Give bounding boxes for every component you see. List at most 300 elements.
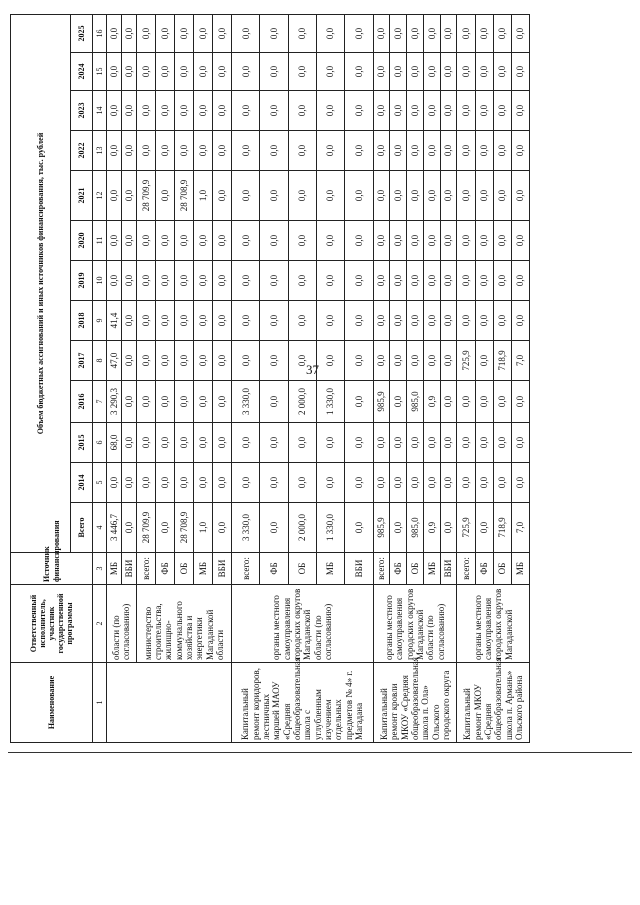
value-cell: 0,0	[316, 423, 344, 463]
value-cell: 0,0	[136, 423, 155, 463]
value-cell: 0,0	[316, 131, 344, 171]
value-cell: 0,0	[155, 14, 174, 52]
value-cell: 0,0	[121, 381, 136, 423]
value-cell: 1 330,0	[316, 503, 344, 553]
value-cell: 1 330,0	[316, 381, 344, 423]
value-cell: 0,0	[193, 91, 212, 131]
value-cell: 0,0	[155, 463, 174, 503]
value-cell: 0,0	[288, 53, 316, 91]
index-cell: 14	[93, 91, 107, 131]
index-cell: 16	[93, 14, 107, 52]
value-cell: 0,0	[390, 221, 407, 261]
index-cell: 11	[93, 221, 107, 261]
value-cell: 0,0	[390, 261, 407, 301]
header-year-2017: 2017	[71, 341, 93, 381]
measure-name: Капитальный ремонт кровли МКОУ «Средняя общеобразовательная школа п. Ола» Ольского городского округа	[373, 663, 457, 743]
value-cell: 0,0	[232, 463, 260, 503]
value-cell: 2 000,0	[288, 381, 316, 423]
value-cell: 985,9	[373, 381, 390, 423]
source-cell: ОБ	[407, 553, 424, 585]
value-cell: 0,0	[457, 221, 475, 261]
value-cell: 0,0	[213, 171, 232, 221]
value-cell: 0,0	[475, 91, 493, 131]
value-cell: 0,0	[423, 131, 440, 171]
value-cell: 0,0	[373, 53, 390, 91]
value-cell: 0,0	[457, 53, 475, 91]
index-cell: 9	[93, 301, 107, 341]
value-cell: 3 330,0	[232, 381, 260, 423]
value-cell: 0,0	[232, 131, 260, 171]
executor-cell: министерство строительства, жилищно-коммунального хозяйства и энергетики Магаданской области	[136, 585, 231, 663]
value-cell: 0,0	[440, 53, 457, 91]
value-cell: 0,0	[232, 171, 260, 221]
value-cell: 0,0	[121, 503, 136, 553]
value-cell: 0,0	[457, 381, 475, 423]
value-cell: 0,0	[423, 341, 440, 381]
index-cell: 5	[93, 463, 107, 503]
value-cell: 0,0	[440, 463, 457, 503]
value-cell: 0,0	[136, 131, 155, 171]
value-cell: 0,0	[260, 381, 288, 423]
value-cell: 0,0	[440, 301, 457, 341]
value-cell: 0,0	[345, 381, 373, 423]
index-cell: 4	[93, 503, 107, 553]
index-row	[93, 14, 107, 742]
value-cell: 0,0	[407, 261, 424, 301]
value-cell: 0,0	[373, 221, 390, 261]
value-cell: 0,0	[193, 341, 212, 381]
value-cell: 0,0	[457, 463, 475, 503]
measure-name: Капитальный ремонт МКОУ «Средняя общеобразовательная школа п. Армань» Ольского района	[457, 663, 530, 743]
value-cell: 0,0	[136, 381, 155, 423]
value-cell: 0,0	[232, 261, 260, 301]
value-cell: 0,0	[440, 341, 457, 381]
source-cell: ВБИ	[121, 553, 136, 585]
value-cell: 0,0	[373, 91, 390, 131]
value-cell: 0,0	[121, 131, 136, 171]
value-cell: 0,0	[493, 91, 511, 131]
value-cell: 0,0	[260, 341, 288, 381]
value-cell: 28 709,9	[136, 171, 155, 221]
value-cell: 0,0	[390, 14, 407, 52]
value-cell: 0,0	[457, 171, 475, 221]
value-cell: 0,0	[407, 131, 424, 171]
header-row-top	[11, 14, 71, 742]
value-cell: 0,0	[174, 261, 193, 301]
value-cell: 0,0	[373, 301, 390, 341]
value-cell: 0,0	[423, 301, 440, 341]
source-cell: всего:	[136, 553, 155, 585]
value-cell: 0,0	[493, 261, 511, 301]
value-cell: 68,0	[107, 423, 122, 463]
value-cell: 0,0	[213, 91, 232, 131]
value-cell: 0,9	[423, 503, 440, 553]
value-cell: 0,0	[390, 381, 407, 423]
value-cell: 0,0	[121, 14, 136, 52]
header-total: Всего	[71, 503, 93, 553]
value-cell: 0,0	[493, 423, 511, 463]
value-cell: 0,0	[316, 341, 344, 381]
value-cell: 0,0	[107, 131, 122, 171]
value-cell: 0,0	[174, 301, 193, 341]
value-cell: 0,0	[511, 53, 529, 91]
value-cell: 0,0	[345, 341, 373, 381]
value-cell: 0,0	[345, 423, 373, 463]
value-cell: 0,0	[457, 423, 475, 463]
index-cell: 1	[93, 663, 107, 743]
value-cell: 0,0	[345, 463, 373, 503]
value-cell: 0,0	[407, 221, 424, 261]
value-cell: 0,0	[213, 131, 232, 171]
value-cell: 0,0	[511, 301, 529, 341]
value-cell: 0,0	[511, 261, 529, 301]
value-cell: 985,9	[373, 503, 390, 553]
index-cell: 10	[93, 261, 107, 301]
value-cell: 0,0	[288, 301, 316, 341]
value-cell: 0,0	[107, 171, 122, 221]
value-cell: 0,0	[511, 381, 529, 423]
value-cell: 0,0	[155, 503, 174, 553]
value-cell: 0,0	[457, 14, 475, 52]
value-cell: 0,0	[407, 171, 424, 221]
value-cell: 0,0	[174, 53, 193, 91]
value-cell: 0,0	[390, 53, 407, 91]
value-cell: 0,0	[288, 221, 316, 261]
value-cell: 0,0	[440, 423, 457, 463]
index-cell: 2	[93, 585, 107, 663]
source-cell: ВБИ	[440, 553, 457, 585]
value-cell: 0,0	[174, 463, 193, 503]
value-cell: 0,0	[345, 131, 373, 171]
value-cell: 0,0	[288, 341, 316, 381]
value-cell: 3 330,0	[232, 503, 260, 553]
header-year-2023: 2023	[71, 91, 93, 131]
value-cell: 0,0	[423, 53, 440, 91]
value-cell: 0,0	[493, 14, 511, 52]
index-cell: 13	[93, 131, 107, 171]
value-cell: 0,0	[475, 503, 493, 553]
value-cell: 0,0	[493, 301, 511, 341]
value-cell: 0,0	[493, 171, 511, 221]
value-cell: 28 708,9	[174, 503, 193, 553]
value-cell: 0,9	[423, 381, 440, 423]
value-cell: 0,0	[136, 341, 155, 381]
value-cell: 0,0	[121, 171, 136, 221]
value-cell: 0,0	[213, 463, 232, 503]
value-cell: 0,0	[213, 261, 232, 301]
value-cell: 0,0	[440, 381, 457, 423]
value-cell: 0,0	[136, 221, 155, 261]
header-year-2016: 2016	[71, 381, 93, 423]
value-cell: 0,0	[440, 503, 457, 553]
source-cell: МБ	[511, 553, 529, 585]
value-cell: 1,0	[193, 503, 212, 553]
value-cell: 0,0	[316, 301, 344, 341]
source-cell: ФБ	[155, 553, 174, 585]
value-cell: 0,0	[260, 423, 288, 463]
value-cell: 0,0	[440, 131, 457, 171]
value-cell: 0,0	[288, 171, 316, 221]
source-cell: ОБ	[288, 553, 316, 585]
source-cell: ФБ	[390, 553, 407, 585]
value-cell: 0,0	[457, 91, 475, 131]
value-cell: 0,0	[193, 463, 212, 503]
header-year-2025: 2025	[71, 14, 93, 52]
value-cell: 0,0	[407, 341, 424, 381]
value-cell: 0,0	[213, 14, 232, 52]
value-cell: 0,0	[440, 91, 457, 131]
value-cell: 718,9	[493, 503, 511, 553]
source-cell: ВБИ	[213, 553, 232, 585]
value-cell: 0,0	[440, 171, 457, 221]
value-cell: 0,0	[213, 503, 232, 553]
value-cell: 0,0	[373, 171, 390, 221]
value-cell: 0,0	[288, 131, 316, 171]
value-cell: 0,0	[423, 171, 440, 221]
executor-cell: области (по согласованию)	[107, 585, 137, 663]
value-cell: 0,0	[213, 221, 232, 261]
value-cell: 0,0	[193, 381, 212, 423]
value-cell: 0,0	[475, 171, 493, 221]
value-cell: 0,0	[213, 301, 232, 341]
value-cell: 0,0	[232, 14, 260, 52]
value-cell: 0,0	[232, 423, 260, 463]
header-name: Наименование	[11, 663, 93, 743]
value-cell: 0,0	[155, 261, 174, 301]
value-cell: 0,0	[232, 341, 260, 381]
value-cell: 985,0	[407, 381, 424, 423]
value-cell: 0,0	[174, 91, 193, 131]
value-cell: 0,0	[345, 91, 373, 131]
table-row	[136, 14, 155, 742]
value-cell: 0,0	[213, 53, 232, 91]
page-number: 37	[306, 362, 319, 377]
value-cell: 0,0	[136, 53, 155, 91]
value-cell: 0,0	[260, 261, 288, 301]
value-cell: 0,0	[316, 14, 344, 52]
value-cell: 1,0	[193, 171, 212, 221]
value-cell: 0,0	[440, 14, 457, 52]
value-cell: 0,0	[174, 423, 193, 463]
source-cell: ФБ	[260, 553, 288, 585]
value-cell: 985,0	[407, 503, 424, 553]
source-cell: ВБИ	[345, 553, 373, 585]
value-cell: 0,0	[390, 131, 407, 171]
value-cell: 725,9	[457, 341, 475, 381]
value-cell: 7,0	[511, 341, 529, 381]
value-cell: 0,0	[260, 301, 288, 341]
value-cell: 0,0	[193, 221, 212, 261]
value-cell: 0,0	[390, 463, 407, 503]
value-cell: 0,0	[373, 131, 390, 171]
value-cell: 0,0	[155, 171, 174, 221]
value-cell: 0,0	[475, 14, 493, 52]
value-cell: 0,0	[511, 423, 529, 463]
value-cell: 0,0	[260, 221, 288, 261]
value-cell: 0,0	[423, 221, 440, 261]
value-cell: 0,0	[511, 91, 529, 131]
value-cell: 0,0	[316, 171, 344, 221]
source-cell: всего:	[457, 553, 475, 585]
value-cell: 0,0	[316, 91, 344, 131]
value-cell: 0,0	[345, 261, 373, 301]
value-cell: 0,0	[232, 301, 260, 341]
value-cell: 0,0	[423, 91, 440, 131]
value-cell: 0,0	[316, 221, 344, 261]
value-cell: 0,0	[136, 301, 155, 341]
value-cell: 0,0	[373, 341, 390, 381]
executor-cell: органы местного самоуправления городских округов Магаданской	[457, 585, 530, 663]
value-cell: 0,0	[107, 463, 122, 503]
value-cell: 0,0	[373, 14, 390, 52]
value-cell: 0,0	[407, 14, 424, 52]
value-cell: 0,0	[511, 171, 529, 221]
value-cell: 2 000,0	[288, 503, 316, 553]
value-cell: 0,0	[260, 14, 288, 52]
source-cell: МБ	[107, 553, 122, 585]
measure-name	[107, 663, 232, 743]
value-cell: 0,0	[440, 261, 457, 301]
value-cell: 0,0	[136, 14, 155, 52]
value-cell: 0,0	[121, 91, 136, 131]
value-cell: 0,0	[316, 261, 344, 301]
table-row	[107, 14, 122, 742]
value-cell: 0,0	[390, 341, 407, 381]
index-cell: 3	[93, 553, 107, 585]
value-cell: 0,0	[260, 503, 288, 553]
value-cell: 0,0	[475, 131, 493, 171]
value-cell: 0,0	[390, 171, 407, 221]
value-cell: 0,0	[440, 221, 457, 261]
value-cell: 0,0	[475, 341, 493, 381]
budget-table	[10, 14, 530, 743]
header-year-2015: 2015	[71, 423, 93, 463]
value-cell: 0,0	[155, 381, 174, 423]
value-cell: 0,0	[493, 221, 511, 261]
value-cell: 0,0	[390, 91, 407, 131]
value-cell: 0,0	[407, 423, 424, 463]
value-cell: 0,0	[475, 301, 493, 341]
source-cell: всего:	[232, 553, 260, 585]
value-cell: 0,0	[475, 221, 493, 261]
value-cell: 0,0	[511, 221, 529, 261]
header-year-2019: 2019	[71, 261, 93, 301]
value-cell: 0,0	[373, 423, 390, 463]
value-cell: 7,0	[511, 503, 529, 553]
value-cell: 0,0	[107, 53, 122, 91]
value-cell: 0,0	[390, 503, 407, 553]
value-cell: 0,0	[213, 423, 232, 463]
value-cell: 0,0	[423, 261, 440, 301]
value-cell: 41,4	[107, 301, 122, 341]
value-cell: 0,0	[457, 301, 475, 341]
value-cell: 0,0	[288, 463, 316, 503]
value-cell: 0,0	[345, 503, 373, 553]
header-funding-group: Объем бюджетных ассигнований и иных источников финансирования, тыс. рублей	[11, 14, 71, 552]
source-cell: ОБ	[174, 553, 193, 585]
table-row	[232, 14, 260, 742]
value-cell: 28 708,9	[174, 171, 193, 221]
value-cell: 0,0	[260, 53, 288, 91]
value-cell: 0,0	[390, 423, 407, 463]
value-cell: 0,0	[121, 221, 136, 261]
value-cell: 0,0	[193, 261, 212, 301]
value-cell: 0,0	[260, 171, 288, 221]
value-cell: 0,0	[423, 14, 440, 52]
value-cell: 0,0	[155, 423, 174, 463]
value-cell: 0,0	[288, 14, 316, 52]
value-cell: 28 709,9	[136, 503, 155, 553]
value-cell: 0,0	[493, 463, 511, 503]
value-cell: 0,0	[174, 221, 193, 261]
executor-cell: органы местного самоуправления городских округов Магаданской области (по согласованию)	[373, 585, 457, 663]
value-cell: 0,0	[260, 131, 288, 171]
value-cell: 0,0	[493, 131, 511, 171]
value-cell: 0,0	[475, 381, 493, 423]
index-cell: 6	[93, 423, 107, 463]
header-year-2018: 2018	[71, 301, 93, 341]
value-cell: 718,9	[493, 341, 511, 381]
value-cell: 0,0	[155, 131, 174, 171]
measure-name: Капитальный ремонт коридоров, лестничных маршей МАОУ «Средняя общеобразовательная школа с углубленным изучением отдельных предметов № 4» г. Магадана	[232, 663, 373, 743]
value-cell: 0,0	[493, 381, 511, 423]
value-cell: 0,0	[345, 53, 373, 91]
value-cell: 0,0	[475, 463, 493, 503]
value-cell: 0,0	[511, 463, 529, 503]
value-cell: 0,0	[121, 341, 136, 381]
value-cell: 0,0	[407, 463, 424, 503]
value-cell: 0,0	[511, 14, 529, 52]
value-cell: 0,0	[493, 53, 511, 91]
value-cell: 0,0	[155, 301, 174, 341]
index-cell: 8	[93, 341, 107, 381]
header-year-2022: 2022	[71, 131, 93, 171]
value-cell: 0,0	[155, 341, 174, 381]
index-cell: 12	[93, 171, 107, 221]
value-cell: 3 446,7	[107, 503, 122, 553]
value-cell: 0,0	[174, 381, 193, 423]
value-cell: 0,0	[407, 53, 424, 91]
value-cell: 0,0	[457, 131, 475, 171]
value-cell: 0,0	[174, 341, 193, 381]
value-cell: 0,0	[107, 14, 122, 52]
value-cell: 0,0	[316, 53, 344, 91]
value-cell: 0,0	[121, 423, 136, 463]
value-cell: 0,0	[288, 91, 316, 131]
header-year-2014: 2014	[71, 463, 93, 503]
value-cell: 0,0	[373, 463, 390, 503]
value-cell: 0,0	[316, 463, 344, 503]
header-year-2021: 2021	[71, 171, 93, 221]
value-cell: 0,0	[288, 261, 316, 301]
value-cell: 0,0	[232, 53, 260, 91]
value-cell: 0,0	[213, 381, 232, 423]
value-cell: 0,0	[390, 301, 407, 341]
value-cell: 0,0	[288, 423, 316, 463]
value-cell: 0,0	[373, 261, 390, 301]
table-row	[457, 14, 475, 742]
value-cell: 0,0	[475, 53, 493, 91]
value-cell: 0,0	[174, 14, 193, 52]
value-cell: 0,0	[121, 261, 136, 301]
value-cell: 0,0	[136, 91, 155, 131]
value-cell: 0,0	[232, 91, 260, 131]
value-cell: 0,0	[423, 463, 440, 503]
value-cell: 0,0	[407, 301, 424, 341]
value-cell: 0,0	[193, 131, 212, 171]
value-cell: 0,0	[121, 53, 136, 91]
value-cell: 0,0	[174, 131, 193, 171]
